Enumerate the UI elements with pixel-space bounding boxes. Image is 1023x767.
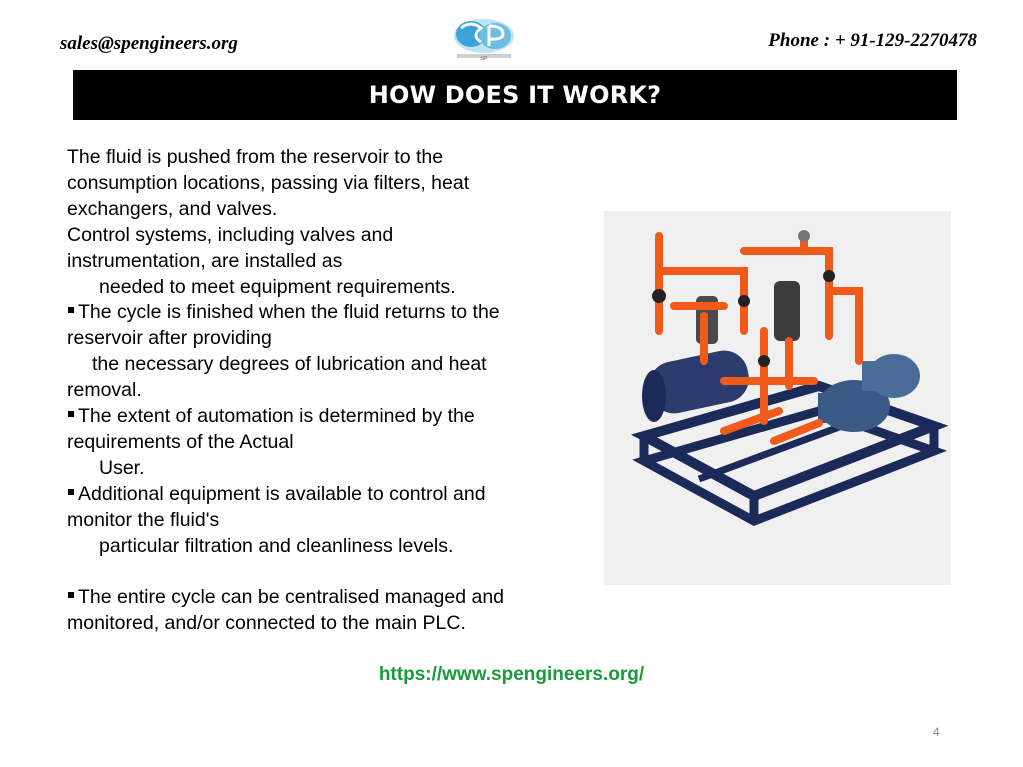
text-line: exchangers, and valves. [67,197,278,220]
bullet-line [67,482,597,508]
page-number: 4 [933,725,940,739]
body-text [67,145,597,637]
text-line: needed to meet equipment requirements. [99,275,456,298]
slide-title-bar [73,70,957,120]
text-line: monitor the fluid's [67,508,220,531]
text-line: particular filtration and cleanliness levels. [99,534,454,557]
bullet-icon [68,489,74,495]
header-phone: Phone : + 91-129-2270478 [768,30,977,51]
text-line: requirements of the Actual [67,430,294,453]
bullet-icon [68,592,74,598]
text-line: reservoir after providing [67,327,272,350]
text-line: removal. [67,379,142,402]
bullet-text: The extent of automation is determined by the [78,405,475,428]
bullet-text: The cycle is finished when the fluid returns to the [78,301,500,324]
bullet-text: Additional equipment is available to control and [78,482,486,505]
lubrication-skid-image [604,211,951,585]
header-email: sales@spengineers.org [60,33,238,54]
bullet-line [67,300,597,326]
text-line: consumption locations, passing via filters, heat [67,171,470,194]
website-link[interactable]: https://www.spengineers.org/ [378,664,645,685]
bullet-text: The entire cycle can be centralised managed and [78,586,505,609]
bullet-icon [68,411,74,417]
lubrication-skid-machine-icon [604,211,951,585]
bullet-line [67,585,597,611]
text-line: the necessary degrees of lubrication and heat [92,353,487,376]
bullet-line [67,404,597,430]
text-line: The fluid is pushed from the reservoir to the [67,146,444,168]
text-line: monitored, and/or connected to the main PLC. [67,612,466,635]
bullet-icon [68,307,74,313]
blank-line [67,560,597,586]
text-line: instrumentation, are installed as [67,249,343,272]
logo-text: SP [480,56,488,62]
text-line: User. [99,456,145,479]
slide-title: HOW DOES IT WORK? [368,81,662,109]
sp-engineers-logo-icon [447,14,521,62]
text-line: Control systems, including valves and [67,223,394,246]
